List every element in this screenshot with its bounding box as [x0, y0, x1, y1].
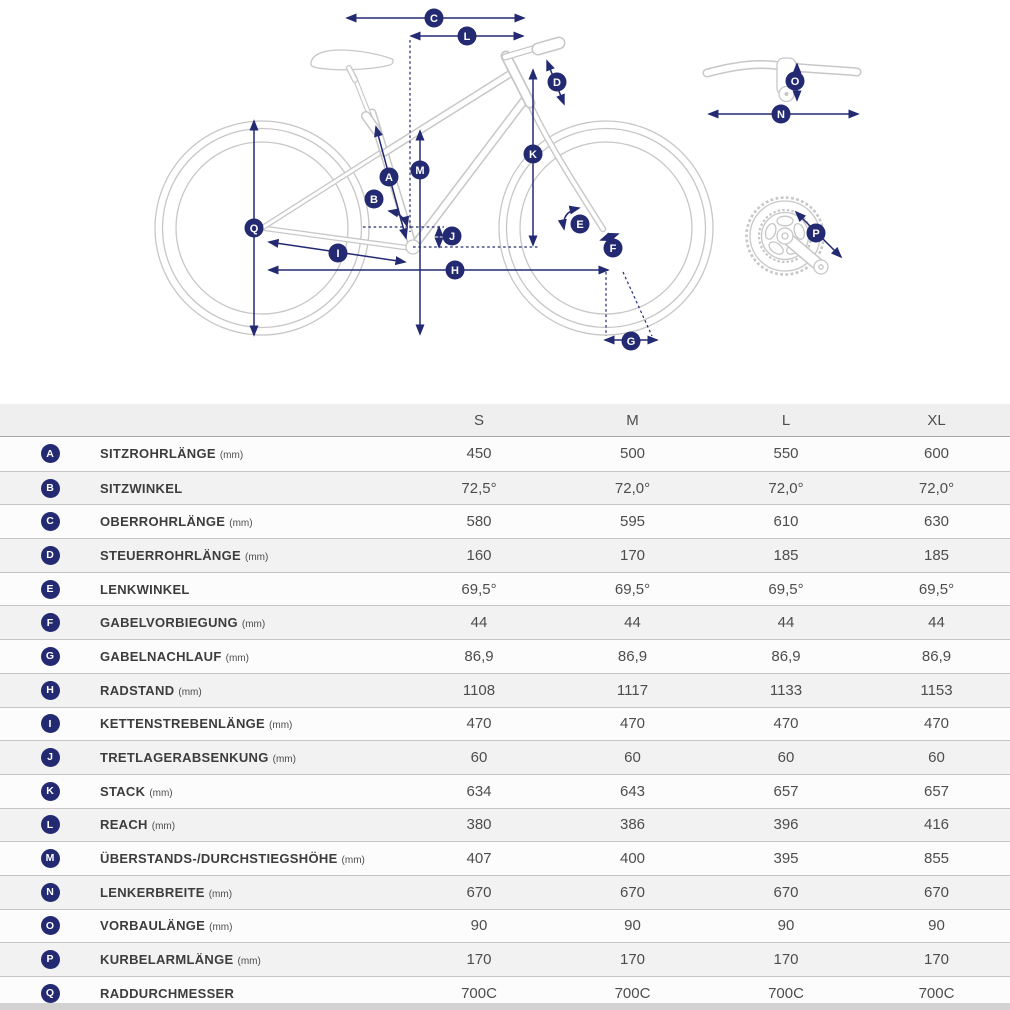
row-unit: (mm)	[149, 787, 173, 799]
cell-value-m: 170	[619, 951, 646, 969]
row-letter-badge: I	[41, 714, 60, 733]
row-label: SITZROHRLÄNGE	[100, 446, 216, 462]
row-unit: (mm)	[245, 551, 269, 563]
cell-value-m: 90	[624, 917, 641, 935]
trail-steering-axis-reference	[623, 272, 652, 336]
diagram-marker-letter: D	[553, 77, 561, 89]
diagram-marker-letter: Q	[249, 223, 259, 235]
table-row	[0, 605, 1010, 639]
row-unit: (mm)	[225, 652, 249, 664]
cell-value-m: 44	[624, 614, 641, 632]
table-header-row	[0, 404, 1010, 437]
table-row	[0, 538, 1010, 572]
cell-value-xl: 470	[923, 715, 950, 733]
cell-value-l: 170	[773, 951, 799, 969]
row-label: RADDURCHMESSER	[100, 985, 235, 1001]
row-letter-badge: L	[41, 815, 60, 834]
row-unit: (mm)	[272, 754, 296, 766]
diagram-marker-letter: N	[777, 109, 785, 121]
table-row	[0, 471, 1010, 505]
cell-value-l: 700C	[768, 984, 804, 1002]
row-label: RADSTAND	[100, 682, 175, 698]
table-row	[0, 673, 1010, 707]
cell-value-l: 60	[777, 749, 795, 767]
row-unit: (mm)	[269, 720, 293, 732]
cell-value-m: 69,5°	[614, 580, 651, 598]
row-unit: (mm)	[151, 821, 176, 833]
cell-value-s: 72,5°	[461, 479, 497, 497]
row-letter-badge: J	[41, 748, 60, 767]
cell-value-xl: 1153	[920, 681, 953, 699]
cell-value-s: 69,5°	[461, 580, 497, 598]
table-row	[0, 774, 1010, 808]
row-label: KETTENSTREBENLÄNGE	[100, 716, 266, 732]
row-letter-badge: P	[41, 950, 60, 969]
cell-value-l: 185	[773, 546, 799, 564]
cell-value-l: 44	[777, 614, 795, 632]
row-label: GABELNACHLAUF	[100, 648, 222, 664]
diagram-marker-letter: E	[576, 219, 584, 231]
row-letter-badge: K	[41, 782, 60, 801]
row-letter-badge: A	[41, 444, 60, 463]
table-row	[0, 875, 1010, 909]
cell-value-xl: 670	[923, 883, 950, 901]
row-letter-badge: G	[41, 647, 60, 666]
cell-value-xl: 630	[923, 513, 950, 531]
cell-value-xl: 855	[923, 850, 950, 868]
cell-value-m: 72,0°	[614, 479, 651, 497]
cell-value-s: 170	[466, 951, 492, 969]
row-label: ÜBERSTANDS-/DURCHSTIEGSHÖHE	[100, 851, 338, 867]
cell-value-s: 670	[466, 883, 492, 901]
cell-value-m: 400	[619, 850, 646, 868]
cell-value-m: 595	[619, 513, 646, 531]
cell-value-m: 643	[619, 782, 646, 800]
row-unit: (mm)	[178, 686, 202, 698]
cell-value-l: 72,0°	[768, 479, 804, 497]
table-row	[0, 437, 1010, 471]
table-row	[0, 504, 1010, 538]
cell-value-l: 610	[773, 513, 799, 531]
cell-value-l: 550	[773, 445, 799, 463]
cell-value-l: 69,5°	[768, 580, 804, 598]
cell-value-xl: 600	[923, 445, 950, 463]
table-body	[0, 437, 1010, 1010]
cell-value-xl: 416	[923, 816, 950, 834]
row-label: REACH	[100, 817, 148, 833]
cell-value-s: 634	[466, 782, 492, 800]
cell-value-s: 1108	[462, 681, 496, 699]
cell-value-xl: 90	[928, 917, 945, 935]
diagram-marker-letter: C	[430, 13, 438, 25]
cell-value-m: 670	[619, 883, 646, 901]
row-label: SITZWINKEL	[100, 480, 183, 496]
table-row	[0, 639, 1010, 673]
cell-value-xl: 170	[923, 951, 950, 969]
cell-value-s: 580	[466, 513, 492, 531]
cell-value-xl: 657	[923, 782, 950, 800]
table-row	[0, 808, 1010, 842]
diagram-marker-letter: H	[451, 265, 459, 277]
cell-value-l: 90	[777, 917, 795, 935]
cell-value-m: 170	[619, 546, 646, 564]
row-unit: (mm)	[341, 855, 365, 867]
cell-value-s: 470	[466, 715, 492, 733]
diagram-marker-letter: I	[336, 248, 340, 260]
row-letter-badge: C	[41, 512, 60, 531]
column-header-s: S	[473, 411, 484, 429]
row-letter-badge: Q	[41, 984, 60, 1003]
cell-value-xl: 72,0°	[918, 479, 955, 497]
cell-value-m: 500	[619, 445, 646, 463]
column-header-l: L	[781, 411, 791, 429]
row-label: LENKWINKEL	[100, 581, 190, 597]
cell-value-l: 670	[773, 883, 799, 901]
cell-value-s: 380	[466, 816, 492, 834]
table-row	[0, 909, 1010, 943]
cell-value-xl: 700C	[918, 984, 955, 1002]
bike-side-view	[155, 43, 713, 335]
cell-value-s: 700C	[461, 984, 497, 1002]
cell-value-m: 86,9	[617, 647, 648, 665]
cell-value-l: 396	[773, 816, 799, 834]
row-unit: (mm)	[219, 450, 244, 462]
cell-value-l: 395	[773, 850, 799, 868]
row-label: STEUERROHRLÄNGE	[100, 547, 242, 563]
cell-value-s: 86,9	[464, 647, 494, 665]
cell-value-l: 470	[773, 715, 799, 733]
table-row	[0, 942, 1010, 976]
row-unit: (mm)	[208, 888, 233, 900]
cell-value-l: 86,9	[771, 647, 801, 665]
cell-value-s: 90	[470, 917, 488, 935]
cell-value-m: 60	[624, 749, 641, 767]
cell-value-s: 44	[470, 614, 488, 632]
row-label: TRETLAGERABSENKUNG	[100, 750, 269, 766]
table-row	[0, 707, 1010, 741]
diagram-marker-letter: B	[370, 194, 378, 206]
table-row	[0, 841, 1010, 875]
diagram-marker-letter: L	[463, 31, 471, 43]
cell-value-l: 1133	[769, 681, 803, 699]
row-unit: (mm)	[241, 619, 266, 631]
column-header-xl: XL	[927, 411, 946, 429]
row-letter-badge: M	[41, 849, 60, 868]
diagram-marker-letter: P	[812, 228, 820, 240]
row-letter-badge: F	[41, 613, 60, 632]
row-label: GABELVORBIEGUNG	[100, 615, 238, 631]
cell-value-m: 386	[619, 816, 646, 834]
geometry-diagram	[0, 0, 1010, 404]
cell-value-xl: 185	[923, 546, 950, 564]
table-row	[0, 572, 1010, 606]
row-letter-badge: N	[41, 883, 60, 902]
diagram-marker-letter: K	[529, 149, 537, 161]
diagram-marker-letter: M	[415, 165, 425, 177]
row-letter-badge: B	[41, 479, 60, 498]
column-header-m: M	[626, 411, 639, 429]
cell-value-s: 407	[466, 850, 492, 868]
handlebar-top-view	[707, 58, 857, 102]
cell-value-xl: 86,9	[921, 647, 952, 665]
saddle	[311, 50, 393, 80]
row-unit: (mm)	[209, 922, 233, 934]
table-bottom-border	[0, 1003, 1010, 1010]
cell-value-xl: 44	[928, 614, 945, 632]
cell-value-xl: 69,5°	[918, 580, 955, 598]
cell-value-xl: 60	[928, 749, 945, 767]
diagram-marker-letter: F	[609, 243, 617, 255]
cell-value-l: 657	[773, 782, 799, 800]
row-label: OBERROHRLÄNGE	[100, 514, 226, 530]
diagram-marker-letter: G	[626, 336, 636, 348]
diagram-marker-letter: J	[448, 231, 456, 243]
diagram-marker-letter: A	[385, 172, 393, 184]
row-label: VORBAULÄNGE	[100, 918, 206, 934]
row-label: LENKERBREITE	[100, 884, 205, 900]
cell-value-m: 700C	[614, 984, 651, 1002]
row-unit: (mm)	[237, 956, 261, 968]
cell-value-m: 1117	[616, 681, 649, 699]
row-label: STACK	[100, 783, 146, 799]
cell-value-s: 450	[466, 445, 492, 463]
cell-value-m: 470	[619, 715, 646, 733]
cell-value-s: 60	[470, 749, 488, 767]
diagram-marker-letter: O	[790, 76, 800, 88]
row-letter-badge: E	[41, 580, 60, 599]
table-row	[0, 740, 1010, 774]
row-letter-badge: D	[41, 546, 60, 565]
row-label: KURBELARMLÄNGE	[100, 952, 234, 968]
geometry-table	[0, 404, 1010, 1010]
row-unit: (mm)	[229, 518, 253, 530]
geometry-diagram-area	[0, 0, 1010, 404]
cell-value-s: 160	[466, 546, 492, 564]
row-letter-badge: H	[41, 681, 60, 700]
row-letter-badge: O	[41, 916, 60, 935]
